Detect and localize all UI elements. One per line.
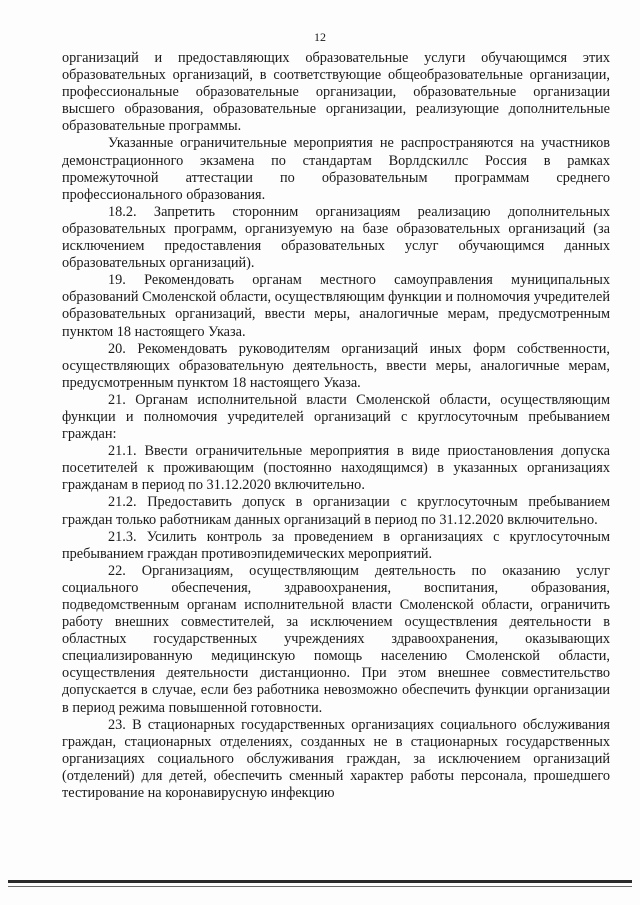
paragraph-21: 21. Органам исполнительной власти Смоленской области, осуществляющим функции и полномочия учредителей организаций с круглосуточным пребыванием граждан: [62,391,610,443]
scan-bottom-edge-shadow [8,886,632,887]
paragraph-21-1: 21.1. Ввести ограничительные мероприятия в виде приостановления допуска посетителей к проживающим (постоянно находящимся) в указанных организациях гражданам в период по 31.12.2020 включительно. [62,443,610,494]
document-body [62,50,610,802]
paragraph-continuation: организаций и предоставляющих образовательные услуги обучающимся этих образовательных организаций, в соответствующие общеобразовательные организации, профессиональные образовательные организации, образовательные организации высшего образования, образовательные организации, реализующие дополнительные образовательные программы. [62,50,610,135]
paragraph-20: 20. Рекомендовать руководителям организаций иных форм собственности, осуществляющих образовательную деятельность, ввести меры, аналогичные мерам, предусмотренным пунктом 18 настоящего Указа. [62,340,610,391]
scan-bottom-edge [8,880,632,883]
paragraph-23: 23. В стационарных государственных организациях социального обслуживания граждан, стационарных отделениях, созданных не в стационарных государственных организациях социального обслуживания граждан, за исключением организаций (отделений) для детей, обеспечить сменный характер работы персонала, прошедшего тестирование на коронавирусную инфекцию [62,716,610,802]
paragraph-21-3: 21.3. Усилить контроль за проведением в организациях с круглосуточным пребыванием граждан противоэпидемических мероприятий. [62,528,610,562]
page-number: 12 [314,30,326,44]
paragraph-22: 22. Организациям, осуществляющим деятельность по оказанию услуг социального обеспечения, здравоохранения, воспитания, образования, подведомственным органам исполнительной власти Смоленской области, ограничить работу внешних совместителей, за исключением осуществления деятельности в областных государственных учреждениях здравоохранения, оказывающих специализированную медицинскую помощь населению Смоленской области, осуществления деятельности дистанционно. При этом внешнее совместительство допускается в случае, если без работника невозможно обеспечить функции организации в период режима повышенной готовности. [62,562,610,716]
paragraph-exception-note: Указанные ограничительные мероприятия не распространяются на участников демонстрационного экзамена по стандартам Ворлдскиллс Россия в рамках промежуточной аттестации по образовательным программам среднего профессионального образования. [62,135,610,203]
paragraph-18-2: 18.2. Запретить сторонним организациям реализацию дополнительных образовательных программ, организуемую на базе образовательных организаций (за исключением предоставления образовательных услуг обучающимся данных образовательных организаций). [62,203,610,272]
paragraph-21-2: 21.2. Предоставить допуск в организации с круглосуточным пребыванием граждан только работникам данных организаций в период по 31.12.2020 включительно. [62,494,610,528]
paragraph-19: 19. Рекомендовать органам местного самоуправления муниципальных образований Смоленской области, осуществляющим функции и полномочия учредителей образовательных организаций, ввести меры, аналогичные мерам, предусмотренным пунктом 18 настоящего Указа. [62,272,610,340]
